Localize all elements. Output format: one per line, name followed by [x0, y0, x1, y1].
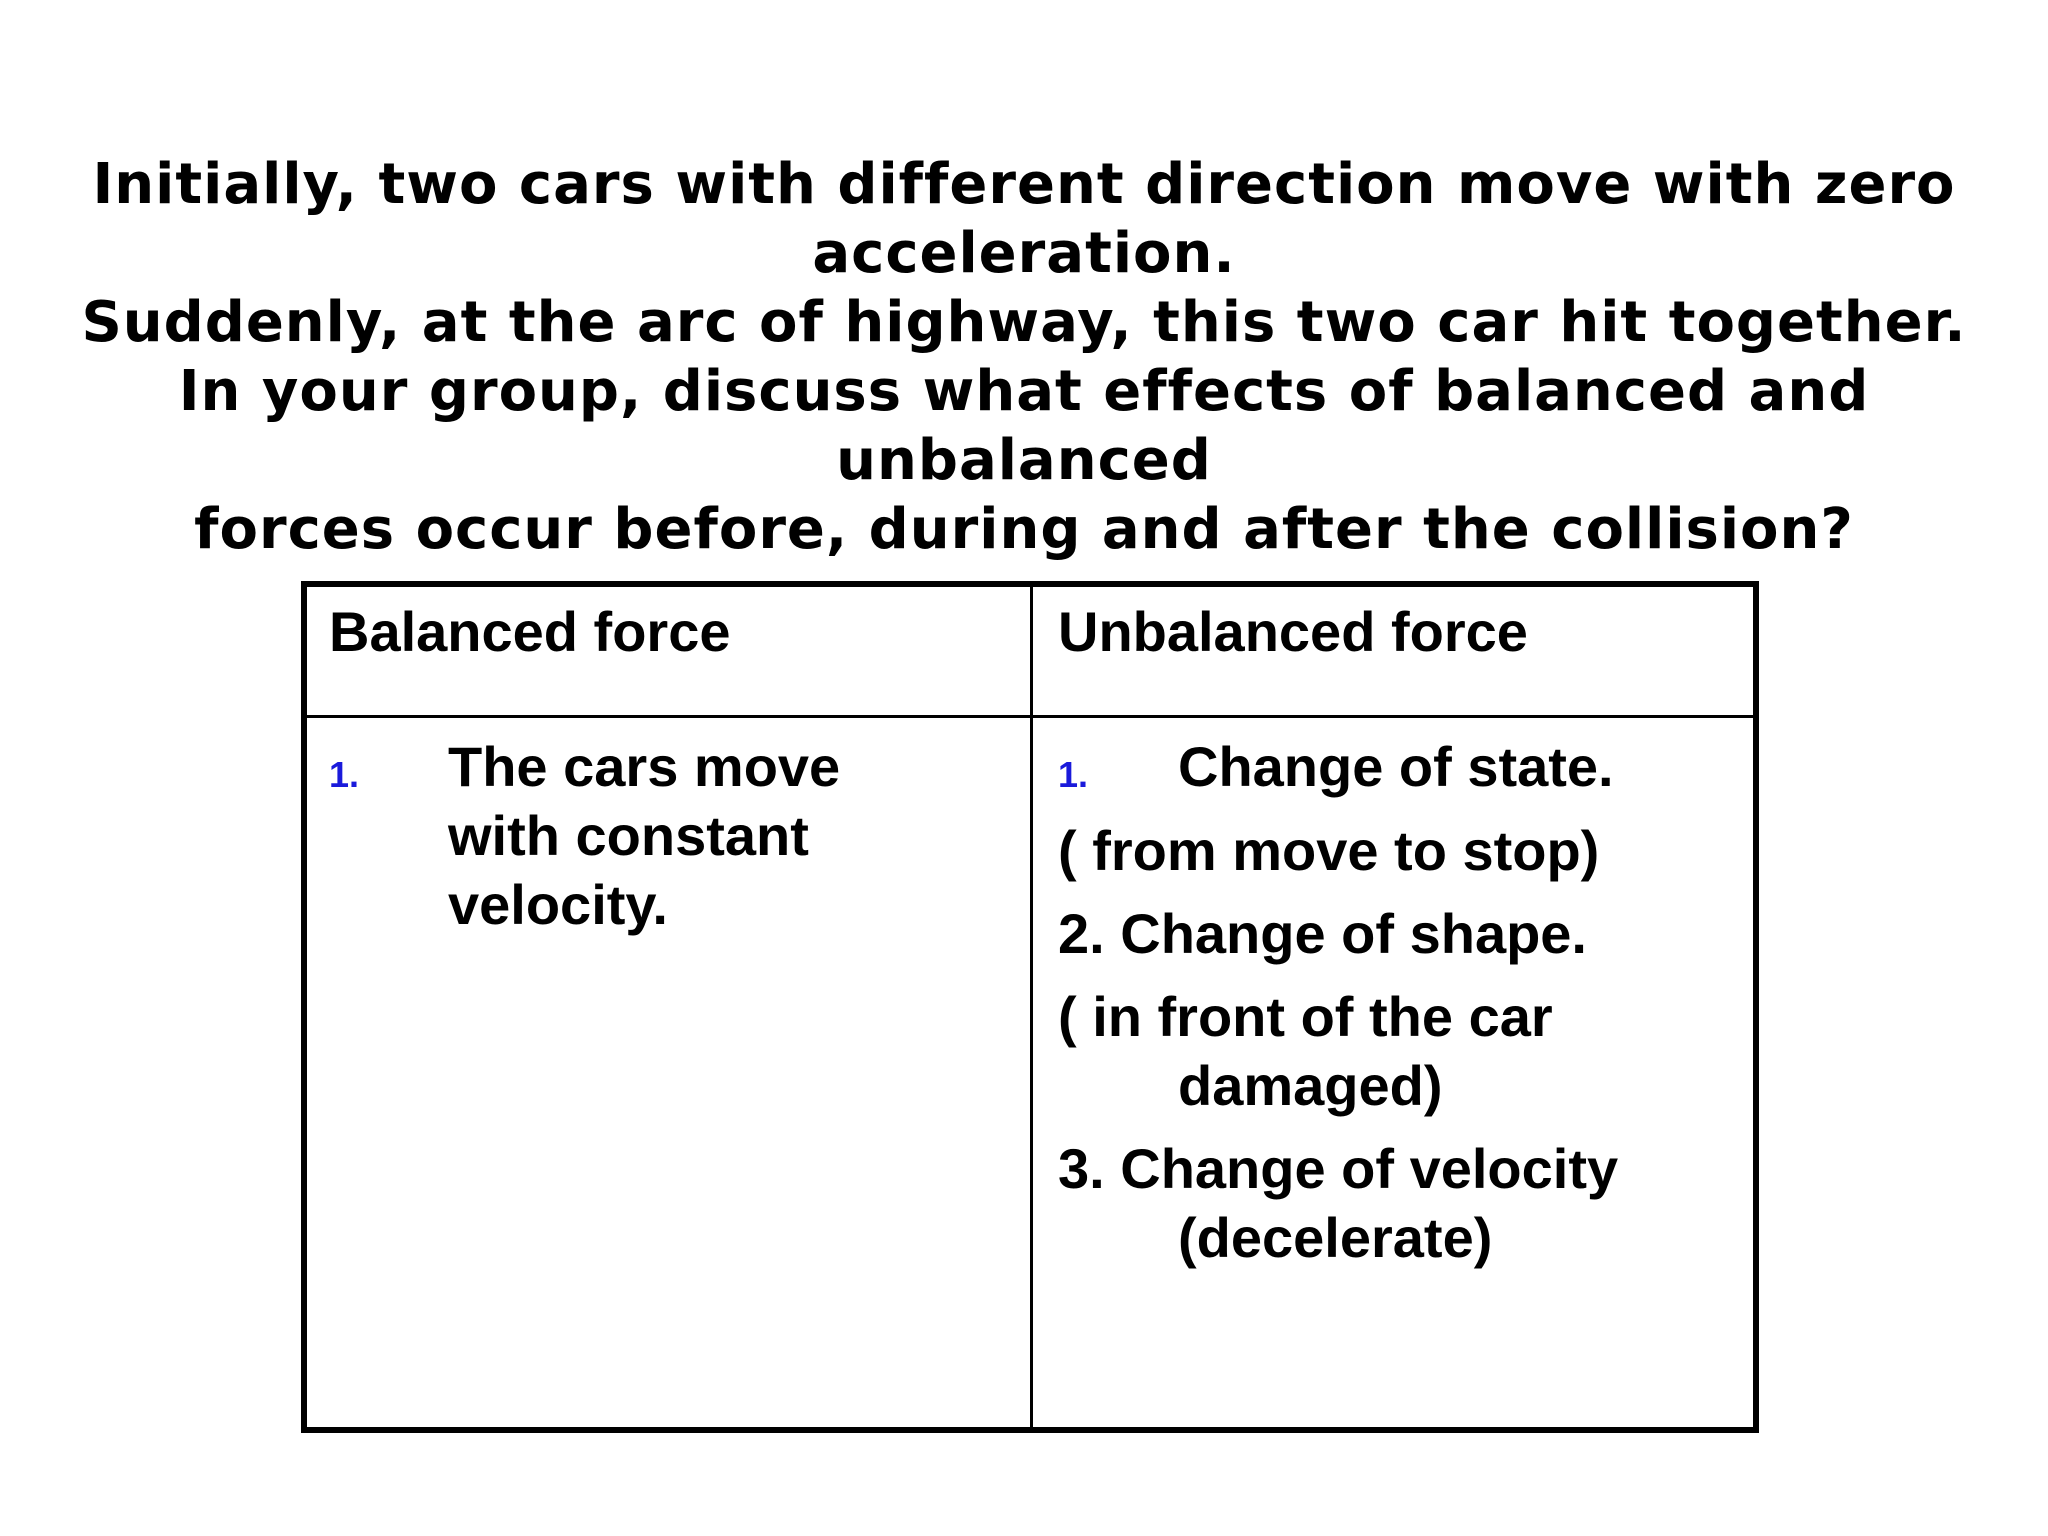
heading-line: Suddenly, at the arc of highway, this two car hit together.	[81, 290, 1967, 355]
heading-line: forces occur before, during and after the collision?	[194, 497, 1854, 562]
unbalanced-item-1: Change of state.	[1178, 735, 1614, 798]
slide-heading	[20, 150, 2028, 564]
heading-line: unbalanced	[836, 428, 1212, 493]
balanced-item-line: velocity.	[448, 873, 668, 936]
table-header-divider	[307, 715, 1753, 718]
unbalanced-item-2: 2. Change of shape.	[1058, 902, 1587, 965]
table-column-divider	[1030, 587, 1033, 1427]
heading-line: acceleration.	[812, 221, 1236, 286]
forces-table	[301, 581, 1759, 1433]
heading-line: Initially, two cars with different direction move with zero	[92, 152, 1956, 217]
balanced-item-line: with constant	[448, 804, 809, 867]
heading-line: In your group, discuss what effects of balanced and	[178, 359, 1870, 424]
unbalanced-item-3: 3. Change of velocity	[1058, 1137, 1619, 1200]
balanced-item-line: The cars move	[448, 735, 841, 798]
balanced-force-header: Balanced force	[329, 600, 731, 663]
unbalanced-item-2-detail: ( in front of the car	[1058, 985, 1553, 1048]
unbalanced-item-2-detail: damaged)	[1178, 1054, 1443, 1117]
unbalanced-item-number: 1.	[1058, 754, 1089, 795]
unbalanced-item-1-detail: ( from move to stop)	[1058, 819, 1600, 882]
balanced-item-number: 1.	[329, 754, 360, 795]
unbalanced-force-header: Unbalanced force	[1058, 600, 1528, 663]
unbalanced-item-3-detail: (decelerate)	[1178, 1206, 1493, 1269]
